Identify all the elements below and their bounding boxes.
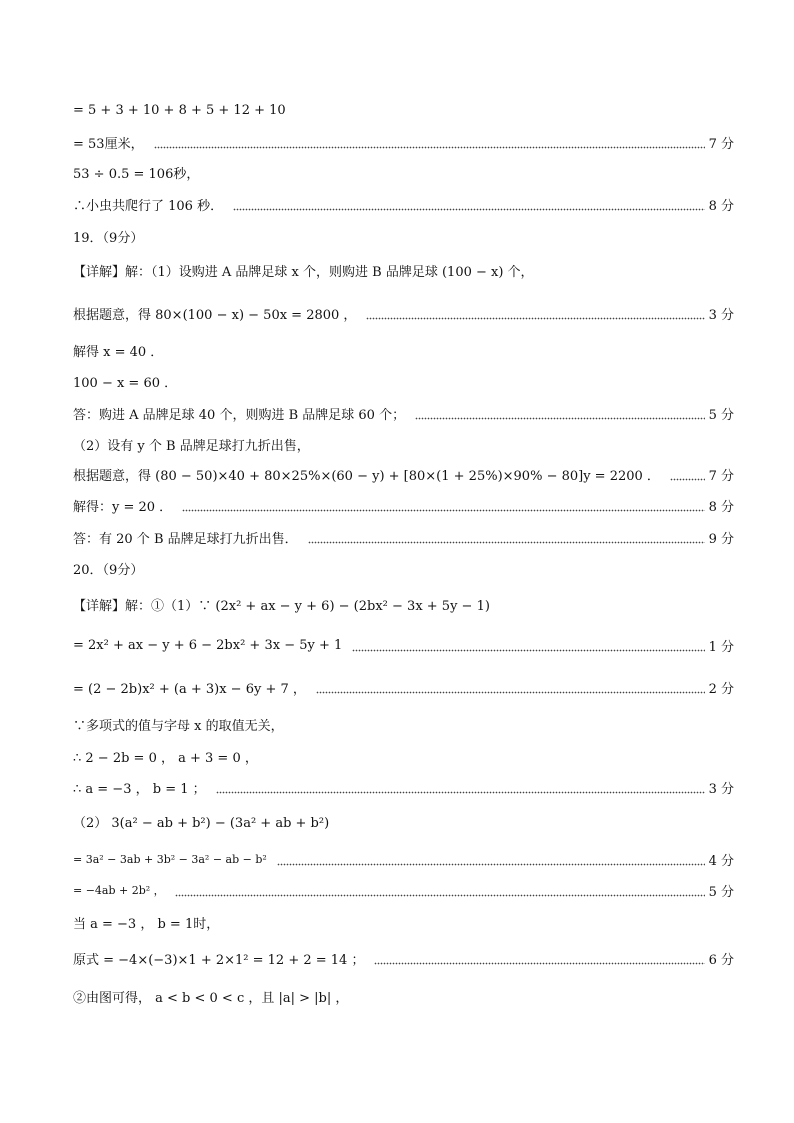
line-text: 答：有 20 个 B 品牌足球打九折出售．: [73, 531, 298, 547]
dot-leader: [175, 879, 705, 901]
score-label: 6 分: [708, 952, 734, 968]
solution-line: [73, 947, 734, 969]
solution-line: [73, 593, 734, 615]
line-text: （2）设有 y 个 B 品牌足球打九折出售，: [73, 438, 310, 454]
line-text: 解得：y = 20 ．: [73, 499, 173, 515]
solution-line: [73, 879, 734, 901]
line-text: 根据题意，得 80×(100 − x) − 50x = 2800 ，: [73, 307, 357, 323]
dot-leader: [670, 463, 705, 485]
solution-line: [73, 745, 734, 767]
line-text: 【详解】解：①（1）∵ (2x² + ax − y + 6) − (2bx² − 3x + 5y − 1): [73, 598, 490, 614]
solution-line: [73, 776, 734, 798]
line-text: = 53厘米，: [73, 136, 144, 152]
score-label: 3 分: [708, 781, 734, 797]
line-text: 100 − x = 60 ．: [73, 375, 178, 391]
solution-line: [73, 225, 734, 247]
line-text: 20．（9分）: [73, 562, 144, 578]
dot-leader: [352, 634, 704, 656]
dot-leader: [216, 776, 705, 798]
line-text: = 5 + 3 + 10 + 8 + 5 + 12 + 10: [73, 102, 286, 118]
solution-line: [73, 433, 734, 455]
score-label: 8 分: [708, 198, 734, 214]
line-text: 根据题意，得 (80 − 50)×40 + 80×25%×(60 − y) + [80×(1 + 25%)×90% − 80]y = 2200 ．: [73, 468, 660, 484]
solution-line: [73, 131, 734, 153]
solution-line: [73, 676, 734, 698]
solution-line: [73, 99, 734, 121]
score-label: 8 分: [708, 499, 734, 515]
solution-line: [73, 193, 734, 215]
line-text: 【详解】解：（1）设购进 A 品牌足球 x 个，则购进 B 品牌足球 (100 − x) 个，: [73, 264, 534, 280]
dot-leader: [277, 848, 705, 870]
line-text: 53 ÷ 0.5 = 106秒，: [73, 166, 200, 182]
solution-line: [73, 259, 734, 281]
line-text: = 2x² + ax − y + 6 − 2bx² + 3x − 5y + 1: [73, 637, 343, 653]
line-text: = −4ab + 2b² ，: [73, 884, 165, 897]
solution-line: [73, 713, 734, 735]
score-label: 2 分: [708, 681, 734, 697]
solution-line: [73, 848, 734, 870]
solution-line: [73, 339, 734, 361]
solution-line: [73, 911, 734, 933]
score-label: 7 分: [708, 468, 734, 484]
solution-line: [73, 370, 734, 392]
line-text: ②由图可得， a < b < 0 < c ，且 |a| > |b| ，: [73, 990, 349, 1006]
score-label: 7 分: [708, 136, 734, 152]
dot-leader: [374, 947, 704, 969]
dot-leader: [415, 402, 705, 424]
solution-line: [73, 302, 734, 324]
line-text: 19．（9分）: [73, 230, 144, 246]
score-label: 9 分: [708, 531, 734, 547]
score-label: 4 分: [708, 853, 734, 869]
score-label: 5 分: [708, 407, 734, 423]
solution-line: [73, 985, 734, 1007]
dot-leader: [154, 131, 705, 153]
solution-line: [73, 494, 734, 516]
line-text: 解得 x = 40 ．: [73, 344, 164, 360]
line-text: = (2 − 2b)x² + (a + 3)x − 6y + 7 ，: [73, 681, 306, 697]
line-text: （2） 3(a² − ab + b²) − (3a² + ab + b²): [73, 815, 330, 831]
solution-line: [73, 402, 734, 424]
solution-line: [73, 810, 734, 832]
dot-leader: [366, 302, 704, 324]
line-text: 答：购进 A 品牌足球 40 个，则购进 B 品牌足球 60 个；: [73, 407, 406, 423]
dot-leader: [182, 494, 704, 516]
solution-line: [73, 161, 734, 183]
solution-line: [73, 634, 734, 656]
line-text: = 3a² − 3ab + 3b² − 3a² − ab − b²: [73, 852, 267, 866]
score-label: 3 分: [708, 307, 734, 323]
line-text: ∴小虫共爬行了 106 秒．: [73, 198, 224, 214]
line-text: 当 a = −3 ， b = 1时，: [73, 916, 220, 932]
line-text: 原式 = −4×(−3)×1 + 2×1² = 12 + 2 = 14 ；: [73, 952, 365, 968]
line-text: ∵多项式的值与字母 x 的取值无关，: [73, 718, 284, 734]
dot-leader: [308, 526, 705, 548]
solution-line: [73, 557, 734, 579]
dot-leader: [233, 193, 705, 215]
solution-line: [73, 526, 734, 548]
line-text: ∴ 2 − 2b = 0 ， a + 3 = 0 ，: [73, 750, 258, 766]
line-text: ∴ a = −3 ， b = 1 ；: [73, 781, 206, 797]
score-label: 5 分: [708, 884, 734, 900]
solution-line: [73, 463, 734, 485]
score-label: 1 分: [708, 639, 734, 655]
dot-leader: [316, 676, 705, 698]
